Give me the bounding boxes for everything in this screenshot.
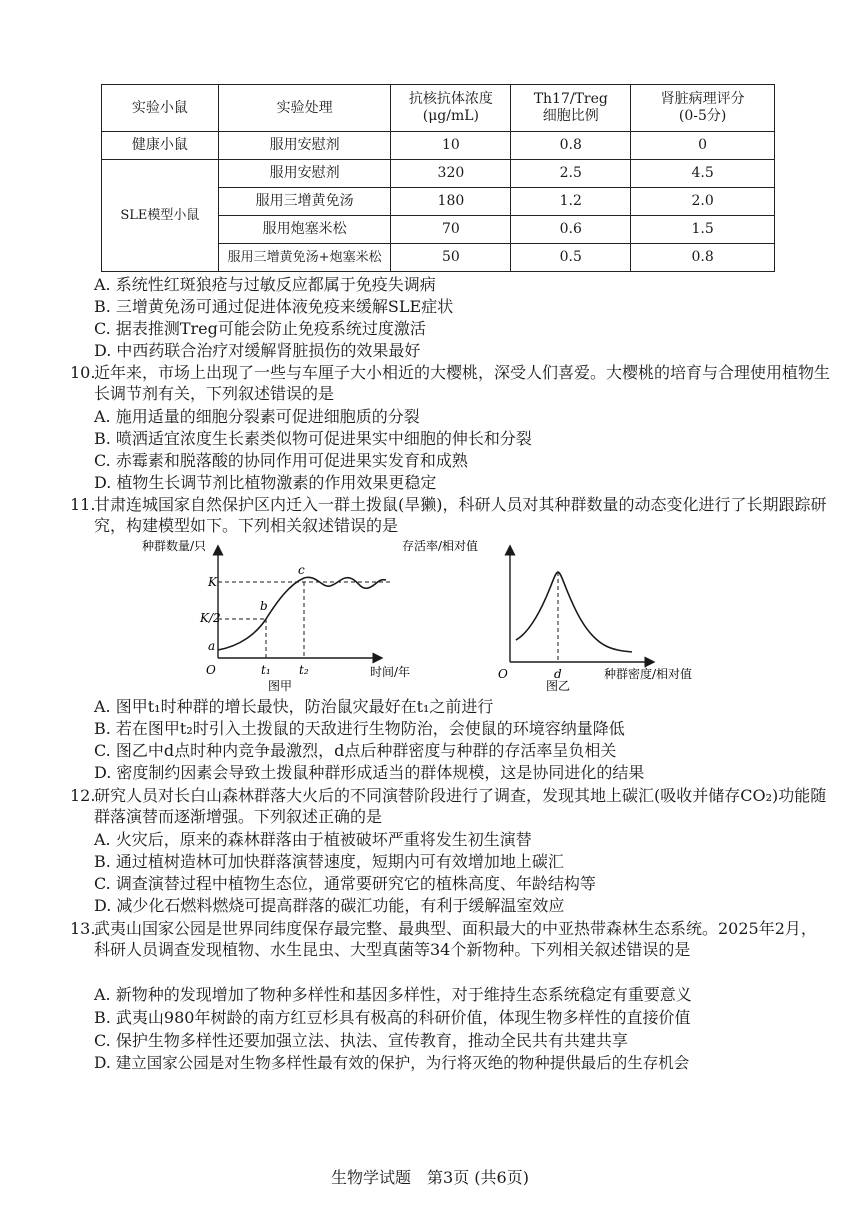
table-cell: 服用三增黄免汤+炮塞米松: [218, 244, 391, 272]
table-cell: 0.6: [511, 216, 631, 244]
q11-option-d: D. 密度制约因素会导致土拨鼠种群形成适当的群体规模，这是协同进化的结果: [94, 763, 645, 782]
figure-a-ylabel: 种群数量/只: [142, 539, 207, 553]
table-cell: 0.5: [511, 244, 631, 272]
figure-a-population-growth: [142, 538, 422, 698]
figure-a-xlabel: 时间/年: [370, 665, 411, 679]
table-header-row: [102, 85, 775, 132]
q11-option-b: B. 若在图甲t₂时引入土拨鼠的天敌进行生物防治，会使鼠的环境容纳量降低: [94, 719, 625, 738]
table-cell: 320: [391, 160, 511, 188]
table-header: 抗核抗体浓度 (μg/mL): [391, 85, 511, 132]
experiment-table: [101, 84, 775, 272]
q13-option-c: C. 保护生物多样性还要加强立法、执法、宣传教育，推动全民共有共建共享: [94, 1031, 628, 1050]
table-cell: 服用安慰剂: [218, 160, 391, 188]
figure-b-xlabel: 种群密度/相对值: [604, 667, 693, 681]
q9-option-d: D. 中西药联合治疗对缓解肾脏损伤的效果最好: [94, 341, 421, 360]
q12-option-b: B. 通过植树造林可加快群落演替速度，短期内可有效增加地上碳汇: [94, 852, 564, 871]
figure-b-survival-curve: [516, 572, 632, 652]
table-cell: 0.8: [511, 132, 631, 160]
q13-option-d: D. 建立国家公园是对生物多样性最有效的保护，为行将灭绝的物种提供最后的生存机会: [94, 1054, 690, 1072]
q13-option-b: B. 武夷山980年树龄的南方红豆杉具有极高的科研价值，体现生物多样性的直接价值: [94, 1008, 691, 1027]
q13-option-a: A. 新物种的发现增加了物种多样性和基因多样性，对于维持生态系统稳定有重要意义: [94, 985, 692, 1004]
q10-option-d: D. 植物生长调节剂比植物激素的作用效果更稳定: [94, 473, 437, 492]
q10-option-a: A. 施用适量的细胞分裂素可促进细胞质的分裂: [94, 407, 420, 426]
q13-stem: 13.武夷山国家公园是世界同纬度保存最完整、最典型、面积最大的中亚热带森林生态系统。2025年2月，科研人员调查发现植物、水生昆虫、大型真菌等34个新物种。下列相关叙述错误的是: [70, 919, 817, 959]
table-header: Th17/Treg 细胞比例: [511, 85, 631, 132]
table-cell: 0: [631, 132, 775, 160]
figure-a-point-c: c: [298, 563, 305, 577]
q12-stem: 12.研究人员对长白山森林群落大火后的不同演替阶段进行了调查，发现其地上碳汇(吸收并储存CO₂)功能随群落演替而逐渐增强。下列叙述正确的是: [70, 786, 827, 826]
figure-a-t1: t₁: [261, 663, 271, 677]
table-cell: 70: [391, 216, 511, 244]
table-cell: 180: [391, 188, 511, 216]
table-cell: 服用炮塞米松: [218, 216, 391, 244]
table-cell: 1.2: [511, 188, 631, 216]
figure-b-caption: 图乙: [546, 679, 571, 693]
table-row: [102, 132, 775, 160]
page-footer: 生物学试题 第3页 (共6页): [331, 1168, 529, 1187]
table-cell: 服用安慰剂: [218, 132, 391, 160]
q9-option-c: C. 据表推测Treg可能会防止免疫系统过度激活: [94, 319, 426, 338]
table-header: 实验小鼠: [102, 85, 219, 132]
figure-a-point-b: b: [260, 599, 268, 613]
q12-option-d: D. 减少化石燃料燃烧可提高群落的碳汇功能，有利于缓解温室效应: [94, 896, 565, 915]
figure-a-origin: O: [206, 663, 216, 677]
figure-b-origin: O: [498, 667, 508, 681]
table-cell: 2.0: [631, 188, 775, 216]
table-cell: SLE模型小鼠: [102, 160, 219, 272]
table-header: 肾脏病理评分 (0-5分): [631, 85, 775, 132]
q10-option-c: C. 赤霉素和脱落酸的协同作用可促进果实发育和成熟: [94, 451, 468, 470]
figure-a-k2-label: K/2: [200, 611, 221, 625]
figure-a-growth-curve: [218, 577, 386, 650]
table-cell: 服用三增黄免汤: [218, 188, 391, 216]
q12-option-a: A. 火灾后，原来的森林群落由于植被破坏严重将发生初生演替: [94, 830, 532, 849]
q11-option-c: C. 图乙中d点时种内竞争最激烈，d点后种群密度与种群的存活率呈负相关: [94, 741, 617, 760]
table-cell: 0.8: [631, 244, 775, 272]
table-header: 实验处理: [218, 85, 391, 132]
q12-option-c: C. 调查演替过程中植物生态位，通常要研究它的植株高度、年龄结构等: [94, 874, 596, 893]
figure-b-survival-density: [402, 538, 752, 698]
q10-stem: 10.近年来，市场上出现了一些与车厘子大小相近的大樱桃，深受人们喜爱。大樱桃的培育与合理使用植物生长调节剂有关，下列叙述错误的是: [70, 363, 831, 403]
table-cell: 健康小鼠: [102, 132, 219, 160]
table-row: [102, 160, 775, 188]
table-cell: 2.5: [511, 160, 631, 188]
q9-option-a: A. 系统性红斑狼疮与过敏反应都属于免疫失调病: [94, 275, 436, 294]
figure-b-point-d: d: [554, 667, 562, 681]
figure-a-k-label: K: [208, 575, 217, 589]
table-cell: 1.5: [631, 216, 775, 244]
figure-a-t2: t₂: [299, 663, 309, 677]
table-cell: 10: [391, 132, 511, 160]
q11-option-a: A. 图甲t₁时种群的增长最快，防治鼠灾最好在t₁之前进行: [94, 697, 494, 716]
table-cell: 50: [391, 244, 511, 272]
table-cell: 4.5: [631, 160, 775, 188]
q10-option-b: B. 喷洒适宜浓度生长素类似物可促进果实中细胞的伸长和分裂: [94, 429, 532, 448]
figure-a-point-a: a: [208, 639, 216, 653]
figure-a-caption: 图甲: [268, 679, 293, 693]
figure-b-ylabel: 存活率/相对值: [402, 539, 479, 553]
q9-option-b: B. 三增黄免汤可通过促进体液免疫来缓解SLE症状: [94, 297, 454, 316]
q11-stem: 11.甘肃连城国家自然保护区内迁入一群土拨鼠(旱獭)，科研人员对其种群数量的动态变化进行了长期跟踪研究，构建模型如下。下列相关叙述错误的是: [70, 495, 827, 535]
